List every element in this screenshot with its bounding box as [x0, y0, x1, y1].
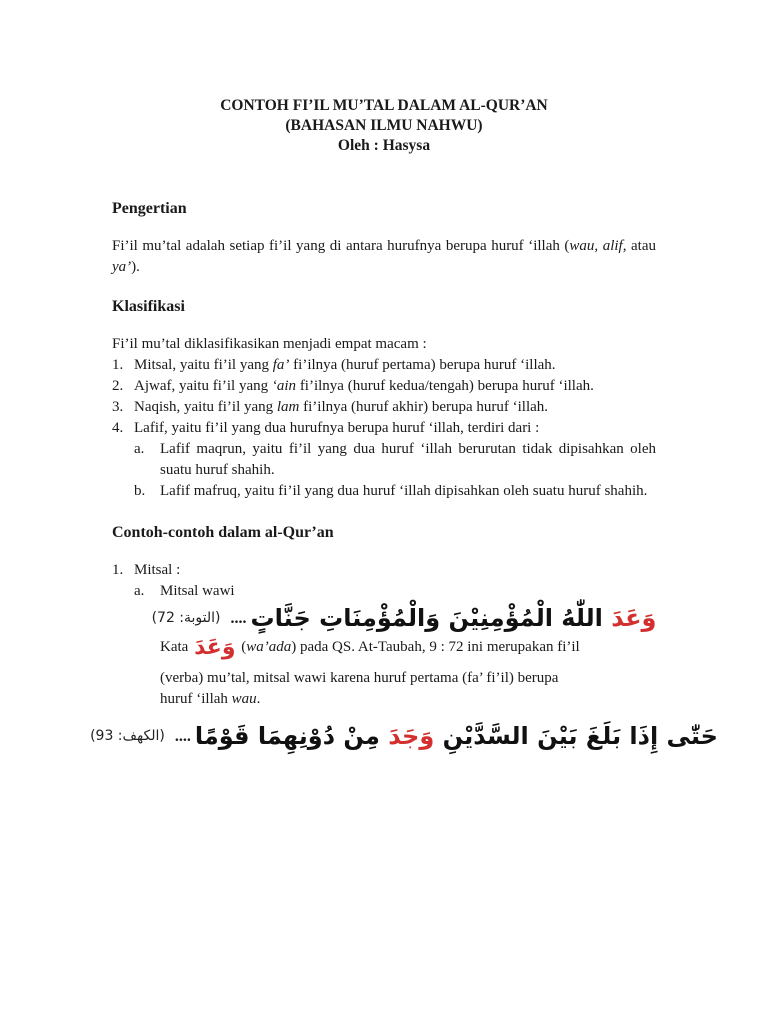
verse-dots: .... — [230, 610, 247, 627]
heading-pengertian: Pengertian — [112, 200, 187, 217]
lafif-sublist — [134, 439, 656, 502]
pengertian-paragraph: Fi’il mu’tal adalah setiap fi’il yang di antara hurufnya berupa huruf ‘illah (wau, alif, atau ya’). — [112, 238, 657, 275]
verse-reference: (الكهف: 93) — [90, 728, 165, 744]
mitsal-sublist — [134, 581, 656, 602]
highlight-word: وَجَدَ — [388, 722, 435, 750]
document-page — [90, 96, 718, 750]
kata-line-3: huruf ‘illah wau. — [160, 691, 261, 707]
document-title — [112, 96, 656, 156]
kata-line-2: (verba) mu’tal, mitsal wawi karena huruf pertama (fa’ fi’il) berupa — [160, 670, 559, 686]
heading-klasifikasi: Klasifikasi — [112, 298, 185, 315]
list-item: 1. Mitsal, yaitu fi’il yang fa’ fi’ilnya (huruf pertama) berupa huruf ‘illah. — [112, 357, 556, 373]
klasifikasi-intro: Fi’il mu’tal diklasifikasikan menjadi empat macam : — [112, 336, 427, 352]
author-line: Oleh : Hasysa — [337, 137, 431, 154]
sublist-item: a. Lafif maqrun, yaitu fi’il yang dua huruf ‘illah berurutan tidak dipisahkan oleh suatu huruf shahih. — [134, 441, 656, 478]
title-line-1: CONTOH FI’IL MU’TAL DALAM AL-QUR’AN — [220, 97, 548, 114]
title-line-2: (BAHASAN ILMU NAHWU) — [285, 117, 483, 134]
list-item: 2. Ajwaf, yaitu fi’il yang ‘ain fi’ilnya (huruf kedua/tengah) berupa huruf ‘illah. — [112, 378, 594, 394]
verse-text: حَتّٰى إِذَا بَلَغَ بَيْنَ السَّدَّيْنِ وَجَدَ مِنْ دُوْنِهِمَا قَوْمًا — [194, 722, 718, 750]
list-item: 1. Mitsal : a. Mitsal wawi — [112, 560, 656, 602]
heading-contoh: Contoh-contoh dalam al-Qur’an — [112, 524, 334, 541]
highlight-word: وَعَدَ — [611, 604, 657, 632]
verse-reference: (التوبة: 72) — [151, 610, 221, 626]
kata-line-1: Kata وَعَدَ ( wa’ada ) pada QS. At-Taubah, 9 : 72 ini merupakan fi’il — [160, 635, 580, 660]
verse-al-kahf — [90, 722, 718, 750]
list-item: 3. Naqish, yaitu fi’il yang lam fi’ilnya (huruf akhir) berupa huruf ‘illah. — [112, 399, 549, 415]
verse-text: وَعَدَ اللّٰهُ الْمُؤْمِنِيْنَ وَالْمُؤْمِنَاتِ جَنَّاتٍ — [250, 604, 657, 632]
sublist-item: a. Mitsal wawi — [134, 583, 235, 599]
kata-explanation — [160, 637, 656, 710]
list-item: 4. Lafif, yaitu fi’il yang dua hurufnya berupa huruf ‘illah, terdiri dari : a. Lafif maqrun, yaitu fi’il yang dua huruf ‘illah berurutan tidak dipisahkan oleh suatu huruf shahih. b. Lafif mafruq, yaitu fi’il yang dua huruf ‘illah dipisahkan oleh suatu huruf shahih. — [112, 418, 656, 502]
verse-at-taubah — [151, 604, 657, 632]
highlight-word: وَعَدَ — [194, 635, 236, 660]
contoh-list — [112, 560, 656, 602]
verse-dots: .... — [174, 728, 191, 745]
sublist-item: b. Lafif mafruq, yaitu fi’il yang dua huruf ‘illah dipisahkan oleh suatu huruf shahih. — [134, 483, 648, 499]
klasifikasi-list — [112, 355, 656, 502]
